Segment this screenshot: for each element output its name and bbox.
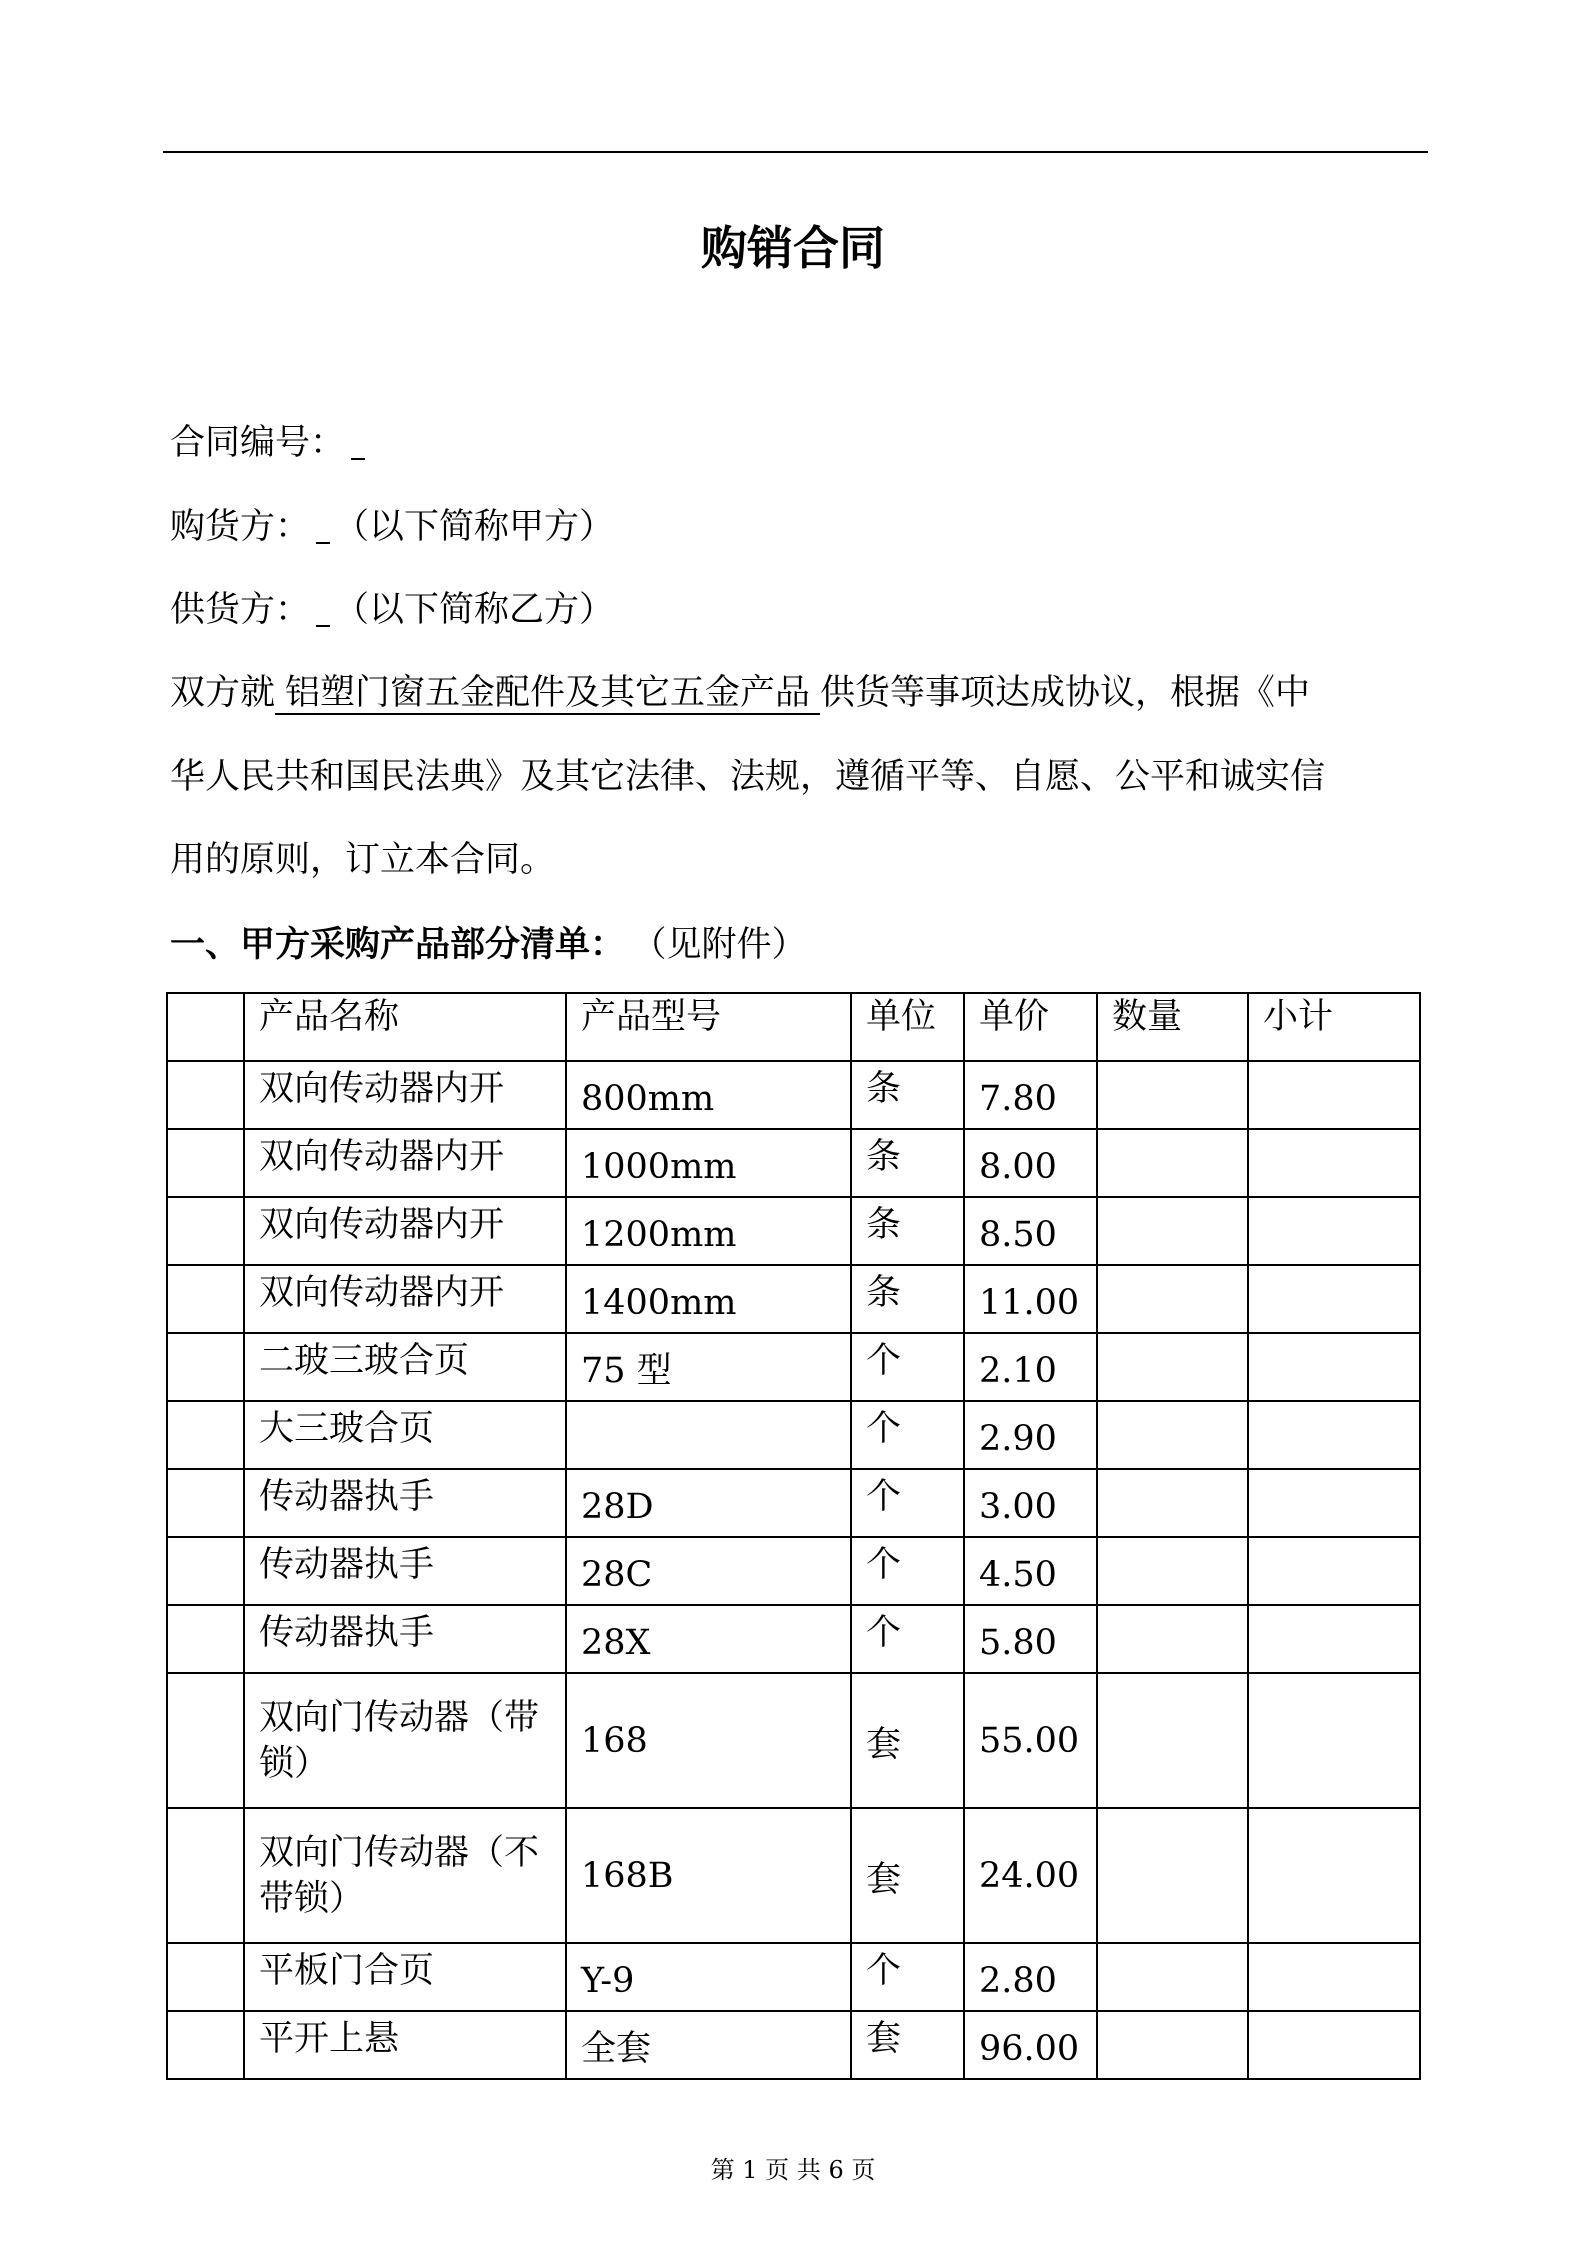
product-name-cell: 双向门传动器（带锁） bbox=[244, 1673, 566, 1808]
row-index-cell bbox=[167, 1129, 244, 1197]
unit-cell: 条 bbox=[851, 1265, 964, 1333]
contract-number-line bbox=[170, 418, 369, 468]
seller-suffix: （以下简称乙方） bbox=[334, 590, 615, 630]
row-index-cell bbox=[167, 1061, 244, 1129]
buyer-suffix: （以下简称甲方） bbox=[334, 507, 615, 547]
product-model-cell: 75 型 bbox=[566, 1333, 851, 1401]
intro-prefix: 双方就 bbox=[170, 673, 276, 713]
subtotal-cell bbox=[1248, 2011, 1420, 2079]
unit-cell: 个 bbox=[851, 1943, 964, 2011]
subtotal-cell bbox=[1248, 1333, 1420, 1401]
product-model-cell: 1400mm bbox=[566, 1265, 851, 1333]
unit-cell: 条 bbox=[851, 1129, 964, 1197]
subtotal-cell bbox=[1248, 1401, 1420, 1469]
product-name-cell: 双向传动器内开 bbox=[244, 1265, 566, 1333]
unit-price-cell: 96.00 bbox=[964, 2011, 1097, 2079]
section-1-heading bbox=[170, 920, 807, 970]
unit-price-cell: 8.00 bbox=[964, 1129, 1097, 1197]
quantity-cell bbox=[1097, 2011, 1248, 2079]
row-index-cell bbox=[167, 1265, 244, 1333]
header-cell-name: 产品名称 bbox=[244, 993, 566, 1061]
header-cell-subtotal: 小计 bbox=[1248, 993, 1420, 1061]
quantity-cell bbox=[1097, 1808, 1248, 1943]
unit-cell: 套 bbox=[851, 1808, 964, 1943]
quantity-cell bbox=[1097, 1333, 1248, 1401]
table-row bbox=[167, 2011, 1420, 2079]
unit-price-cell: 11.00 bbox=[964, 1265, 1097, 1333]
seller-blank bbox=[316, 623, 330, 627]
row-index-cell bbox=[167, 1197, 244, 1265]
product-model-cell: 全套 bbox=[566, 2011, 851, 2079]
product-name-cell: 平板门合页 bbox=[244, 1943, 566, 2011]
product-name-cell: 二玻三玻合页 bbox=[244, 1333, 566, 1401]
row-index-cell bbox=[167, 1333, 244, 1401]
table-row bbox=[167, 1333, 1420, 1401]
subtotal-cell bbox=[1248, 1129, 1420, 1197]
buyer-label: 购货方： bbox=[170, 507, 311, 547]
seller-label: 供货方： bbox=[170, 590, 311, 630]
quantity-cell bbox=[1097, 1265, 1248, 1333]
intro-subject: 铝塑门窗五金配件及其它五金产品 bbox=[275, 673, 820, 715]
row-index-cell bbox=[167, 2011, 244, 2079]
quantity-cell bbox=[1097, 1469, 1248, 1537]
header-cell-index bbox=[167, 993, 244, 1061]
table-row bbox=[167, 1537, 1420, 1605]
unit-price-cell: 55.00 bbox=[964, 1673, 1097, 1808]
unit-price-cell: 2.10 bbox=[964, 1333, 1097, 1401]
subtotal-cell bbox=[1248, 1469, 1420, 1537]
product-name-cell: 双向传动器内开 bbox=[244, 1197, 566, 1265]
product-model-cell: 800mm bbox=[566, 1061, 851, 1129]
product-model-cell: 28C bbox=[566, 1537, 851, 1605]
buyer-blank bbox=[316, 540, 330, 544]
table-row bbox=[167, 1469, 1420, 1537]
product-model-cell: 28X bbox=[566, 1605, 851, 1673]
unit-price-cell: 5.80 bbox=[964, 1605, 1097, 1673]
quantity-cell bbox=[1097, 1061, 1248, 1129]
unit-cell: 个 bbox=[851, 1469, 964, 1537]
subtotal-cell bbox=[1248, 1808, 1420, 1943]
contract-number-blank bbox=[351, 456, 365, 460]
subtotal-cell bbox=[1248, 1943, 1420, 2011]
unit-cell: 个 bbox=[851, 1401, 964, 1469]
product-table bbox=[166, 992, 1421, 2080]
quantity-cell bbox=[1097, 1197, 1248, 1265]
table-header-row bbox=[167, 993, 1420, 1061]
row-index-cell bbox=[167, 1943, 244, 2011]
unit-price-cell: 24.00 bbox=[964, 1808, 1097, 1943]
table-row bbox=[167, 1605, 1420, 1673]
section-1-title: 一、甲方采购产品部分清单： bbox=[170, 925, 626, 965]
row-index-cell bbox=[167, 1808, 244, 1943]
product-model-cell: 168B bbox=[566, 1808, 851, 1943]
unit-cell: 个 bbox=[851, 1605, 964, 1673]
table-row bbox=[167, 1401, 1420, 1469]
product-model-cell bbox=[566, 1401, 851, 1469]
contract-number-label: 合同编号： bbox=[170, 423, 346, 463]
seller-line bbox=[170, 585, 614, 635]
header-cell-price: 单价 bbox=[964, 993, 1097, 1061]
document-title: 购销合同 bbox=[701, 221, 885, 275]
product-name-cell: 传动器执手 bbox=[244, 1605, 566, 1673]
product-model-cell: 28D bbox=[566, 1469, 851, 1537]
table-row bbox=[167, 1943, 1420, 2011]
header-cell-unit: 单位 bbox=[851, 993, 964, 1061]
product-model-cell: Y-9 bbox=[566, 1943, 851, 2011]
unit-price-cell: 3.00 bbox=[964, 1469, 1097, 1537]
table-row bbox=[167, 1129, 1420, 1197]
intro-suffix: 供货等事项达成协议，根据《中 bbox=[820, 673, 1311, 713]
subtotal-cell bbox=[1248, 1673, 1420, 1808]
header-cell-model: 产品型号 bbox=[566, 993, 851, 1061]
product-name-cell: 双向传动器内开 bbox=[244, 1061, 566, 1129]
row-index-cell bbox=[167, 1605, 244, 1673]
unit-cell: 个 bbox=[851, 1333, 964, 1401]
intro-line-1 bbox=[170, 668, 1310, 718]
quantity-cell bbox=[1097, 1401, 1248, 1469]
intro-line-2: 华人民共和国民法典》及其它法律、法规，遵循平等、自愿、公平和诚实信 bbox=[170, 757, 1326, 797]
product-name-cell: 传动器执手 bbox=[244, 1537, 566, 1605]
unit-cell: 条 bbox=[851, 1197, 964, 1265]
row-index-cell bbox=[167, 1537, 244, 1605]
page-footer: 第 1 页 共 6 页 bbox=[710, 2156, 876, 2184]
unit-price-cell: 8.50 bbox=[964, 1197, 1097, 1265]
unit-cell: 套 bbox=[851, 1673, 964, 1808]
product-name-cell: 双向传动器内开 bbox=[244, 1129, 566, 1197]
table-row bbox=[167, 1197, 1420, 1265]
subtotal-cell bbox=[1248, 1061, 1420, 1129]
subtotal-cell bbox=[1248, 1197, 1420, 1265]
product-model-cell: 1000mm bbox=[566, 1129, 851, 1197]
unit-price-cell: 4.50 bbox=[964, 1537, 1097, 1605]
unit-cell: 套 bbox=[851, 2011, 964, 2079]
header-rule bbox=[163, 151, 1428, 153]
row-index-cell bbox=[167, 1401, 244, 1469]
quantity-cell bbox=[1097, 1129, 1248, 1197]
subtotal-cell bbox=[1248, 1537, 1420, 1605]
subtotal-cell bbox=[1248, 1265, 1420, 1333]
unit-price-cell: 2.90 bbox=[964, 1401, 1097, 1469]
table-row bbox=[167, 1808, 1420, 1943]
product-name-cell: 双向门传动器（不带锁） bbox=[244, 1808, 566, 1943]
intro-line-3: 用的原则，订立本合同。 bbox=[170, 840, 556, 880]
product-name-cell: 平开上悬 bbox=[244, 2011, 566, 2079]
quantity-cell bbox=[1097, 1537, 1248, 1605]
table-row bbox=[167, 1673, 1420, 1808]
product-model-cell: 1200mm bbox=[566, 1197, 851, 1265]
quantity-cell bbox=[1097, 1943, 1248, 2011]
buyer-line bbox=[170, 502, 614, 552]
unit-cell: 个 bbox=[851, 1537, 964, 1605]
product-name-cell: 传动器执手 bbox=[244, 1469, 566, 1537]
quantity-cell bbox=[1097, 1605, 1248, 1673]
row-index-cell bbox=[167, 1469, 244, 1537]
quantity-cell bbox=[1097, 1673, 1248, 1808]
header-cell-quantity: 数量 bbox=[1097, 993, 1248, 1061]
product-model-cell: 168 bbox=[566, 1673, 851, 1808]
table-row bbox=[167, 1061, 1420, 1129]
table-row bbox=[167, 1265, 1420, 1333]
unit-price-cell: 7.80 bbox=[964, 1061, 1097, 1129]
row-index-cell bbox=[167, 1673, 244, 1808]
section-1-note: （见附件） bbox=[649, 925, 807, 965]
unit-cell: 条 bbox=[851, 1061, 964, 1129]
subtotal-cell bbox=[1248, 1605, 1420, 1673]
product-name-cell: 大三玻合页 bbox=[244, 1401, 566, 1469]
unit-price-cell: 2.80 bbox=[964, 1943, 1097, 2011]
